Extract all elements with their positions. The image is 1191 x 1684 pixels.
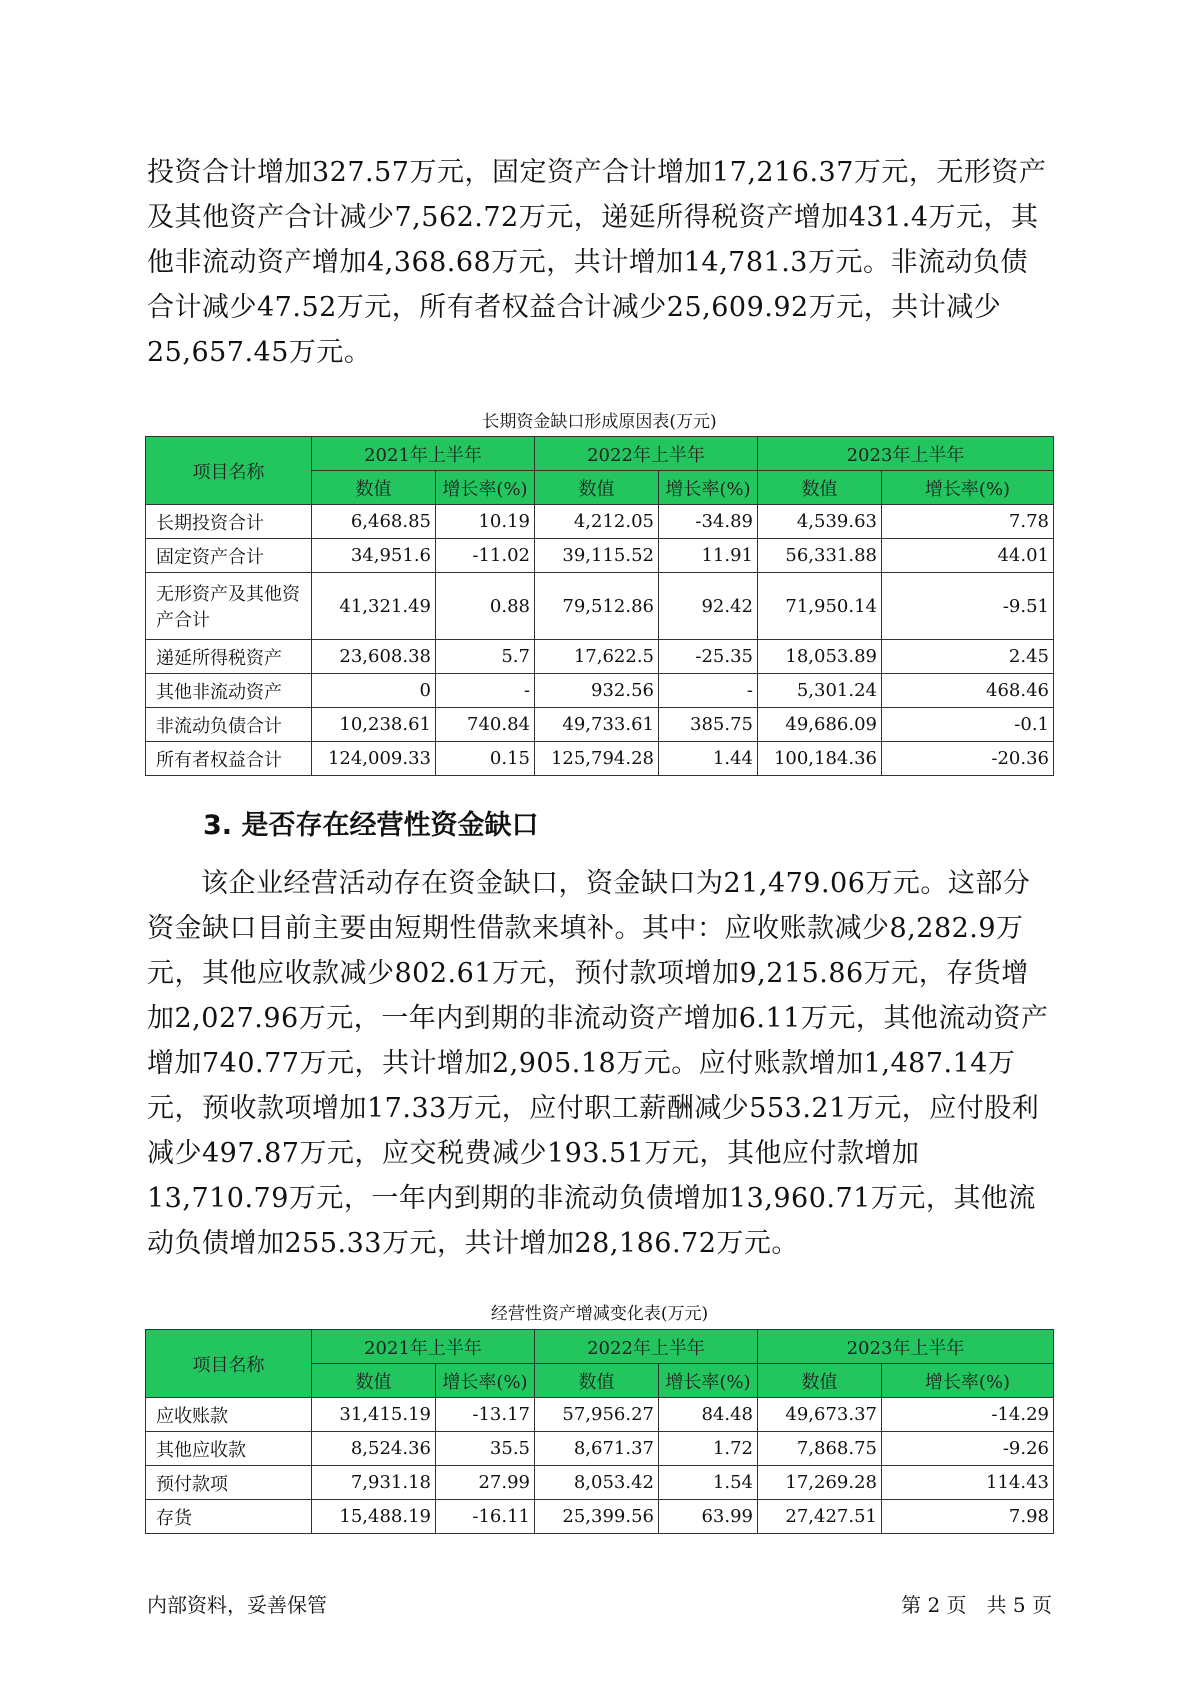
value-cell: 8,524.36 [312,1432,436,1466]
header-value: 数值 [758,1364,882,1398]
footer-confidential-note: 内部资料，妥善保管 [147,1593,327,1617]
table-row [146,1500,1054,1534]
value-cell: 71,950.14 [758,573,882,640]
table-1-caption: 长期资金缺口形成原因表(万元) [482,412,717,432]
value-cell: 15,488.19 [312,1500,436,1534]
value-cell: 57,956.27 [535,1398,659,1432]
value-cell: 34,951.6 [312,539,436,573]
header-item-name: 项目名称 [146,437,312,505]
value-cell: 41,321.49 [312,573,436,640]
value-cell: 27,427.51 [758,1500,882,1534]
growth-rate-cell: -16.11 [436,1500,535,1534]
growth-rate-cell: 1.44 [659,742,758,776]
growth-rate-cell: -9.51 [882,573,1054,640]
growth-rate-cell: 0.88 [436,573,535,640]
row-label: 预付款项 [146,1466,312,1500]
growth-rate-cell: -25.35 [659,640,758,674]
value-cell: 79,512.86 [535,573,659,640]
growth-rate-cell: 468.46 [882,674,1054,708]
growth-rate-cell: - [659,674,758,708]
header-growth-rate: 增长率(%) [882,1364,1054,1398]
header-value: 数值 [312,471,436,505]
header-growth-rate: 增长率(%) [436,471,535,505]
value-cell: 5,301.24 [758,674,882,708]
growth-rate-cell: -0.1 [882,708,1054,742]
row-label: 非流动负债合计 [146,708,312,742]
value-cell: 49,733.61 [535,708,659,742]
value-cell: 49,686.09 [758,708,882,742]
growth-rate-cell: 114.43 [882,1466,1054,1500]
row-label: 无形资产及其他资产合计 [146,573,312,640]
growth-rate-cell: 27.99 [436,1466,535,1500]
header-value: 数值 [535,1364,659,1398]
value-cell: 49,673.37 [758,1398,882,1432]
row-label: 其他非流动资产 [146,674,312,708]
value-cell: 4,212.05 [535,505,659,539]
header-period: 2023年上半年 [758,1330,1054,1364]
footer-page-number: 第 2 页 共 5 页 [901,1593,1052,1617]
header-value: 数值 [758,471,882,505]
growth-rate-cell: -20.36 [882,742,1054,776]
table-row [146,674,1054,708]
growth-rate-cell: 385.75 [659,708,758,742]
row-label: 递延所得税资产 [146,640,312,674]
long-term-funding-gap-table [145,436,1054,776]
table-row [146,708,1054,742]
table-row [146,742,1054,776]
growth-rate-cell: 11.91 [659,539,758,573]
table-row [146,1466,1054,1500]
value-cell: 39,115.52 [535,539,659,573]
section-heading: 3. 是否存在经营性资金缺口 [203,810,539,841]
growth-rate-cell: - [436,674,535,708]
growth-rate-cell: 740.84 [436,708,535,742]
value-cell: 7,931.18 [312,1466,436,1500]
header-period: 2021年上半年 [312,1330,535,1364]
header-value: 数值 [535,471,659,505]
row-label: 存货 [146,1500,312,1534]
value-cell: 7,868.75 [758,1432,882,1466]
value-cell: 17,269.28 [758,1466,882,1500]
row-label: 应收账款 [146,1398,312,1432]
table-row [146,539,1054,573]
header-growth-rate: 增长率(%) [436,1364,535,1398]
value-cell: 124,009.33 [312,742,436,776]
table-row [146,573,1054,640]
growth-rate-cell: 63.99 [659,1500,758,1534]
table-2-caption: 经营性资产增减变化表(万元) [490,1304,709,1324]
header-value: 数值 [312,1364,436,1398]
header-period: 2022年上半年 [535,437,758,471]
value-cell: 17,622.5 [535,640,659,674]
growth-rate-cell: 7.78 [882,505,1054,539]
header-growth-rate: 增长率(%) [659,471,758,505]
value-cell: 4,539.63 [758,505,882,539]
value-cell: 18,053.89 [758,640,882,674]
operating-assets-change-table [145,1329,1054,1534]
row-label: 所有者权益合计 [146,742,312,776]
growth-rate-cell: 44.01 [882,539,1054,573]
header-period: 2021年上半年 [312,437,535,471]
value-cell: 6,468.85 [312,505,436,539]
growth-rate-cell: -34.89 [659,505,758,539]
table-row [146,1432,1054,1466]
value-cell: 125,794.28 [535,742,659,776]
growth-rate-cell: -11.02 [436,539,535,573]
value-cell: 8,671.37 [535,1432,659,1466]
growth-rate-cell: -9.26 [882,1432,1054,1466]
growth-rate-cell: 35.5 [436,1432,535,1466]
value-cell: 10,238.61 [312,708,436,742]
growth-rate-cell: -13.17 [436,1398,535,1432]
growth-rate-cell: 1.72 [659,1432,758,1466]
header-growth-rate: 增长率(%) [659,1364,758,1398]
growth-rate-cell: 2.45 [882,640,1054,674]
value-cell: 25,399.56 [535,1500,659,1534]
value-cell: 56,331.88 [758,539,882,573]
table-row [146,640,1054,674]
table-row [146,505,1054,539]
row-label: 长期投资合计 [146,505,312,539]
growth-rate-cell: 5.7 [436,640,535,674]
growth-rate-cell: 0.15 [436,742,535,776]
growth-rate-cell: 10.19 [436,505,535,539]
body-paragraph-1: 投资合计增加327.57万元，固定资产合计增加17,216.37万元，无形资产及其他资产合计减少7,562.72万元，递延所得税资产增加431.4万元，其他非流动资产增加4,368.68万元，共计增加14,781.3万元。非流动负债合计减少47.52万元，所有者权益合计减少25,609.92万元，共计减少25,657.45万元。 [147,157,1047,368]
header-period: 2022年上半年 [535,1330,758,1364]
growth-rate-cell: 7.98 [882,1500,1054,1534]
growth-rate-cell: 84.48 [659,1398,758,1432]
table-row [146,1398,1054,1432]
growth-rate-cell: -14.29 [882,1398,1054,1432]
value-cell: 932.56 [535,674,659,708]
row-label: 其他应收款 [146,1432,312,1466]
value-cell: 8,053.42 [535,1466,659,1500]
value-cell: 31,415.19 [312,1398,436,1432]
header-growth-rate: 增长率(%) [882,471,1054,505]
value-cell: 0 [312,674,436,708]
growth-rate-cell: 1.54 [659,1466,758,1500]
header-period: 2023年上半年 [758,437,1054,471]
body-paragraph-2: 该企业经营活动存在资金缺口，资金缺口为21,479.06万元。这部分资金缺口目前主要由短期性借款来填补。其中：应收账款减少8,282.9万元，其他应收款减少802.61万元，预付款项增加9,215.86万元，存货增加2,027.96万元，一年内到期的非流动资产增加6.11万元，其他流动资产增加740.77万元，共计增加2,905.18万元。应付账款增加1,487.14万元，预收款项增加17.33万元，应付职工薪酬减少553.21万元，应付股利减少497.87万元，应交税费减少193.51万元，其他应付款增加13,710.79万元，一年内到期的非流动负债增加13,960.71万元，其他流动负债增加255.33万元，共计增加28,186.72万元。 [147,868,1049,1259]
header-item-name: 项目名称 [146,1330,312,1398]
growth-rate-cell: 92.42 [659,573,758,640]
row-label: 固定资产合计 [146,539,312,573]
value-cell: 100,184.36 [758,742,882,776]
value-cell: 23,608.38 [312,640,436,674]
